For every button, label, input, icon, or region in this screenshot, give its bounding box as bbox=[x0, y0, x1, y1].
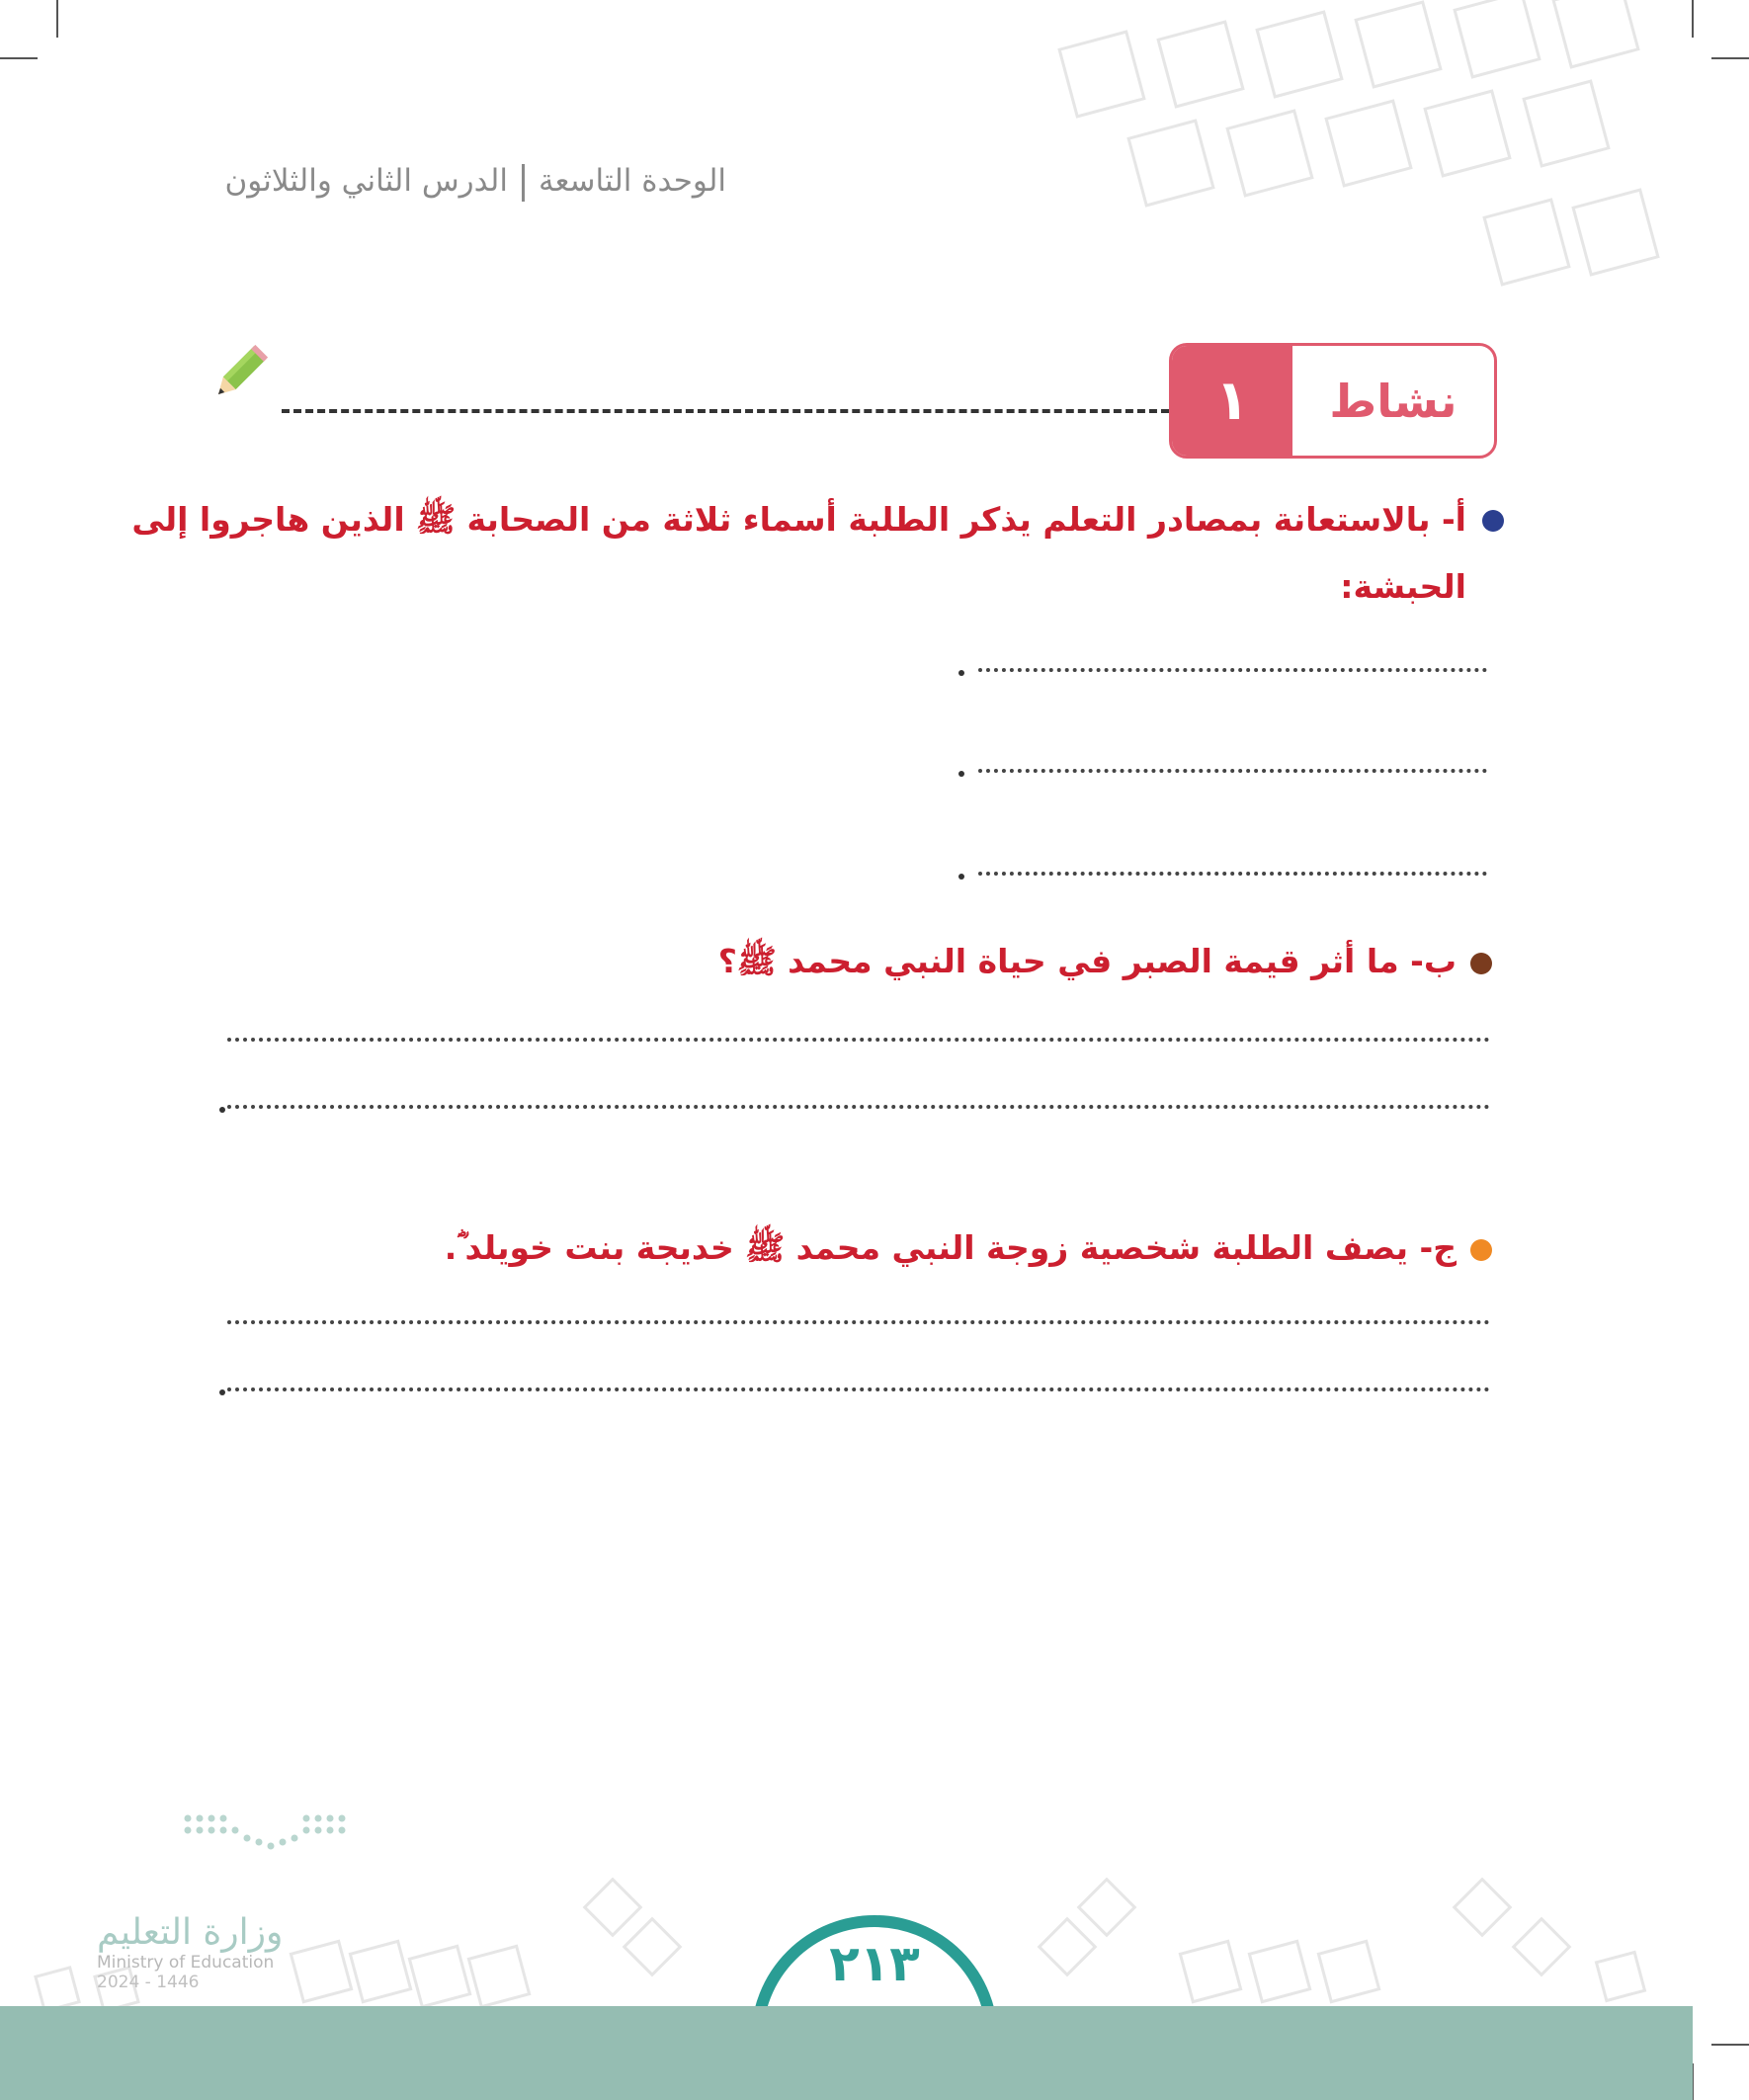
answer-line[interactable] bbox=[978, 668, 1487, 672]
page-number: ٢١٣ bbox=[829, 1935, 920, 1992]
pencil-icon bbox=[203, 341, 272, 410]
bullet-b-icon bbox=[1470, 953, 1492, 974]
page-header bbox=[225, 163, 726, 202]
activity-number: ١ bbox=[1172, 346, 1292, 456]
answer-line[interactable] bbox=[978, 872, 1487, 876]
lesson-title: الدرس الثاني والثلاثون bbox=[224, 163, 508, 199]
answer-bullet bbox=[958, 874, 964, 880]
answer-bullet bbox=[958, 771, 964, 777]
header-divider bbox=[522, 164, 525, 202]
answer-line[interactable] bbox=[227, 1320, 1490, 1324]
crop-mark bbox=[56, 0, 58, 38]
activity-badge bbox=[1169, 343, 1497, 459]
question-a-line1: أ- بالاستعانة بمصادر التعلم يذكر الطلبة أسماء ثلاثة من الصحابة ﷺ الذين هاجروا إلى bbox=[131, 500, 1466, 539]
answer-line[interactable] bbox=[978, 769, 1487, 773]
activity-divider bbox=[282, 409, 1169, 413]
answer-line[interactable] bbox=[227, 1387, 1490, 1391]
question-a-line2: الحبشة: bbox=[1340, 567, 1466, 606]
question-b: ب- ما أثر قيمة الصبر في حياة النبي محمد ﷺ؟ bbox=[717, 942, 1457, 980]
answer-line[interactable] bbox=[227, 1105, 1490, 1109]
answer-bullet bbox=[958, 670, 964, 676]
crop-mark bbox=[1711, 2044, 1749, 2046]
bullet-c-icon bbox=[1470, 1239, 1492, 1261]
edition-year: 2024 - 1446 bbox=[97, 1973, 200, 1992]
answer-bullet bbox=[219, 1107, 225, 1113]
activity-label: نشاط bbox=[1329, 374, 1458, 428]
crop-mark bbox=[0, 57, 38, 59]
ministry-name-en: Ministry of Education bbox=[97, 1953, 275, 1973]
bullet-a-icon bbox=[1482, 510, 1504, 532]
ministry-logo-icon bbox=[178, 1808, 356, 1858]
question-c: ج- يصف الطلبة شخصية زوجة النبي محمد ﷺ خديجة بنت خويلد ؓ. bbox=[444, 1228, 1457, 1267]
crop-mark bbox=[1692, 0, 1694, 38]
footer-band bbox=[0, 2006, 1693, 2100]
decorative-pattern bbox=[1028, 0, 1690, 326]
unit-title: الوحدة التاسعة bbox=[538, 163, 726, 199]
answer-bullet bbox=[219, 1389, 225, 1395]
answer-line[interactable] bbox=[227, 1038, 1490, 1042]
crop-mark bbox=[1711, 57, 1749, 59]
ministry-branding bbox=[97, 1912, 354, 1992]
ministry-name-ar: وزارة التعليم bbox=[97, 1912, 284, 1953]
